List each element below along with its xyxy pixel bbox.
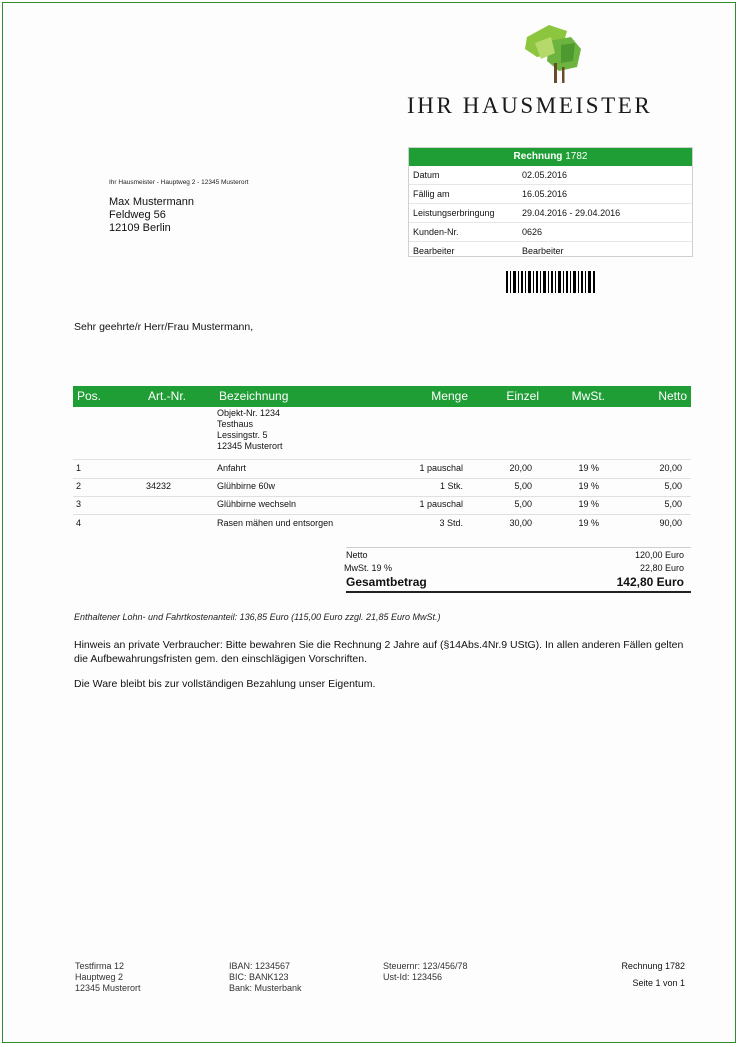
col-header-tax: MwSt. xyxy=(571,389,605,403)
cell-unit: 20,00 xyxy=(509,463,532,473)
footer-line: IBAN: 1234567 xyxy=(229,961,291,971)
cell-unit: 5,00 xyxy=(514,481,532,491)
recipient-city: 12109 Berlin xyxy=(109,222,171,234)
footer-right xyxy=(621,961,685,989)
tax-value: 22,80 Euro xyxy=(639,563,684,573)
cell-net: 5,00 xyxy=(664,481,682,491)
footer-line: Ust-Id: 123456 xyxy=(383,972,443,982)
cell-unit: 5,00 xyxy=(514,499,532,509)
info-value: Bearbeiter xyxy=(522,246,564,256)
cell-art: 34232 xyxy=(146,481,172,491)
recipient-street: Feldweg 56 xyxy=(109,209,166,221)
footer-tax xyxy=(383,961,468,983)
cell-desc: Glühbirne wechseln xyxy=(217,499,297,509)
info-value: 02.05.2016 xyxy=(522,170,568,180)
col-header-net: Netto xyxy=(658,389,687,403)
greeting: Sehr geehrte/r Herr/Frau Mustermann, xyxy=(74,321,254,333)
info-value: 16.05.2016 xyxy=(522,189,568,199)
private-hint: Hinweis an private Verbraucher: Bitte bewahren Sie die Rechnung 2 Jahre auf (§14Abs.4Nr.9 UStG). In allen anderen Fällen gelten die Aufbewahrungsfristen gem. den einschlägigen Vorschriften. xyxy=(74,639,684,665)
brand-name: IHR HAUSMEISTER xyxy=(407,93,653,118)
cell-tax: 19 % xyxy=(578,499,599,509)
cell-net: 20,00 xyxy=(659,463,682,473)
col-header-desc: Bezeichnung xyxy=(219,389,289,403)
cell-desc: Anfahrt xyxy=(217,463,247,473)
col-header-qty: Menge xyxy=(431,389,468,403)
info-row-date xyxy=(409,166,692,185)
gross-value: 142,80 Euro xyxy=(616,575,684,589)
gross-label: Gesamtbetrag xyxy=(346,575,427,589)
info-row-clerk xyxy=(409,242,692,260)
cell-desc: Rasen mähen und entsorgen xyxy=(217,518,334,528)
ownership-note: Die Ware bleibt bis zur vollständigen Bezahlung unser Eigentum. xyxy=(74,678,376,690)
footer-line: Testfirma 12 xyxy=(75,961,125,971)
cell-qty: 3 Std. xyxy=(439,518,463,528)
footer-line: Hauptweg 2 xyxy=(75,972,124,982)
info-row-due xyxy=(409,185,692,204)
footer-line: Bank: Musterbank xyxy=(229,983,302,993)
cell-qty: 1 pauschal xyxy=(419,499,463,509)
info-value: 0626 xyxy=(522,227,543,237)
cell-pos: 2 xyxy=(76,481,82,491)
invoice-info-header xyxy=(409,148,692,166)
footer-bank xyxy=(229,961,302,994)
invoice-info-box xyxy=(408,147,693,257)
labor-share-note: Enthaltener Lohn- und Fahrtkostenanteil: 136,85 Euro (115,00 Euro zzgl. 21,85 Euro MwSt.) xyxy=(74,612,441,622)
cell-pos: 1 xyxy=(76,463,82,473)
row-divider xyxy=(73,478,691,479)
info-label: Leistungserbringung xyxy=(413,208,495,218)
cell-qty: 1 pauschal xyxy=(419,463,463,473)
cell-tax: 19 % xyxy=(578,463,599,473)
info-label: Bearbeiter xyxy=(413,246,455,256)
footer-page-number: Seite 1 von 1 xyxy=(632,978,685,988)
cell-pos: 3 xyxy=(76,499,82,509)
recipient-address xyxy=(109,196,194,235)
cell-pos: 4 xyxy=(76,518,82,528)
object-block xyxy=(217,408,283,452)
footer-company xyxy=(75,961,141,994)
invoice-number: 1782 xyxy=(565,151,588,162)
info-label: Kunden-Nr. xyxy=(413,227,459,237)
footer-invoice-ref: Rechnung 1782 xyxy=(621,961,685,971)
footer-line: 12345 Musterort xyxy=(75,983,141,993)
info-label: Fällig am xyxy=(413,189,450,199)
net-label: Netto xyxy=(346,550,368,560)
cell-net: 5,00 xyxy=(664,499,682,509)
cell-tax: 19 % xyxy=(578,481,599,491)
info-row-service-period xyxy=(409,204,692,223)
table-header xyxy=(73,386,691,407)
row-divider xyxy=(73,496,691,497)
cell-tax: 19 % xyxy=(578,518,599,528)
net-value: 120,00 Euro xyxy=(634,550,684,560)
cell-net: 90,00 xyxy=(659,518,682,528)
tree-logo-icon xyxy=(521,23,585,85)
tax-label: MwSt. 19 % xyxy=(344,563,393,573)
sender-return-line: Ihr Hausmeister - Hauptweg 2 - 12345 Musterort xyxy=(109,179,249,186)
cell-qty: 1 Stk. xyxy=(439,481,463,491)
info-value: 29.04.2016 - 29.04.2016 xyxy=(522,208,621,218)
cell-unit: 30,00 xyxy=(509,518,532,528)
row-divider xyxy=(73,459,691,460)
object-line: Lessingstr. 5 xyxy=(217,430,268,440)
cell-desc: Glühbirne 60w xyxy=(217,481,276,491)
col-header-pos: Pos. xyxy=(77,389,102,403)
object-line: Testhaus xyxy=(217,419,254,429)
footer-line: Steuernr: 123/456/78 xyxy=(383,961,468,971)
col-header-unit: Einzel xyxy=(506,389,539,403)
row-divider xyxy=(73,514,691,515)
object-line: Objekt-Nr. 1234 xyxy=(217,408,281,418)
invoice-page xyxy=(2,2,736,1043)
col-header-art: Art.-Nr. xyxy=(148,389,186,403)
info-label: Datum xyxy=(413,170,440,180)
totals-divider xyxy=(346,547,691,548)
footer-line: BIC: BANK123 xyxy=(229,972,289,982)
info-row-customer-no xyxy=(409,223,692,242)
barcode-icon xyxy=(506,271,596,293)
object-line: 12345 Musterort xyxy=(217,441,283,451)
invoice-title: Rechnung xyxy=(513,151,563,162)
totals-underline xyxy=(346,591,691,593)
recipient-name: Max Mustermann xyxy=(109,196,194,208)
